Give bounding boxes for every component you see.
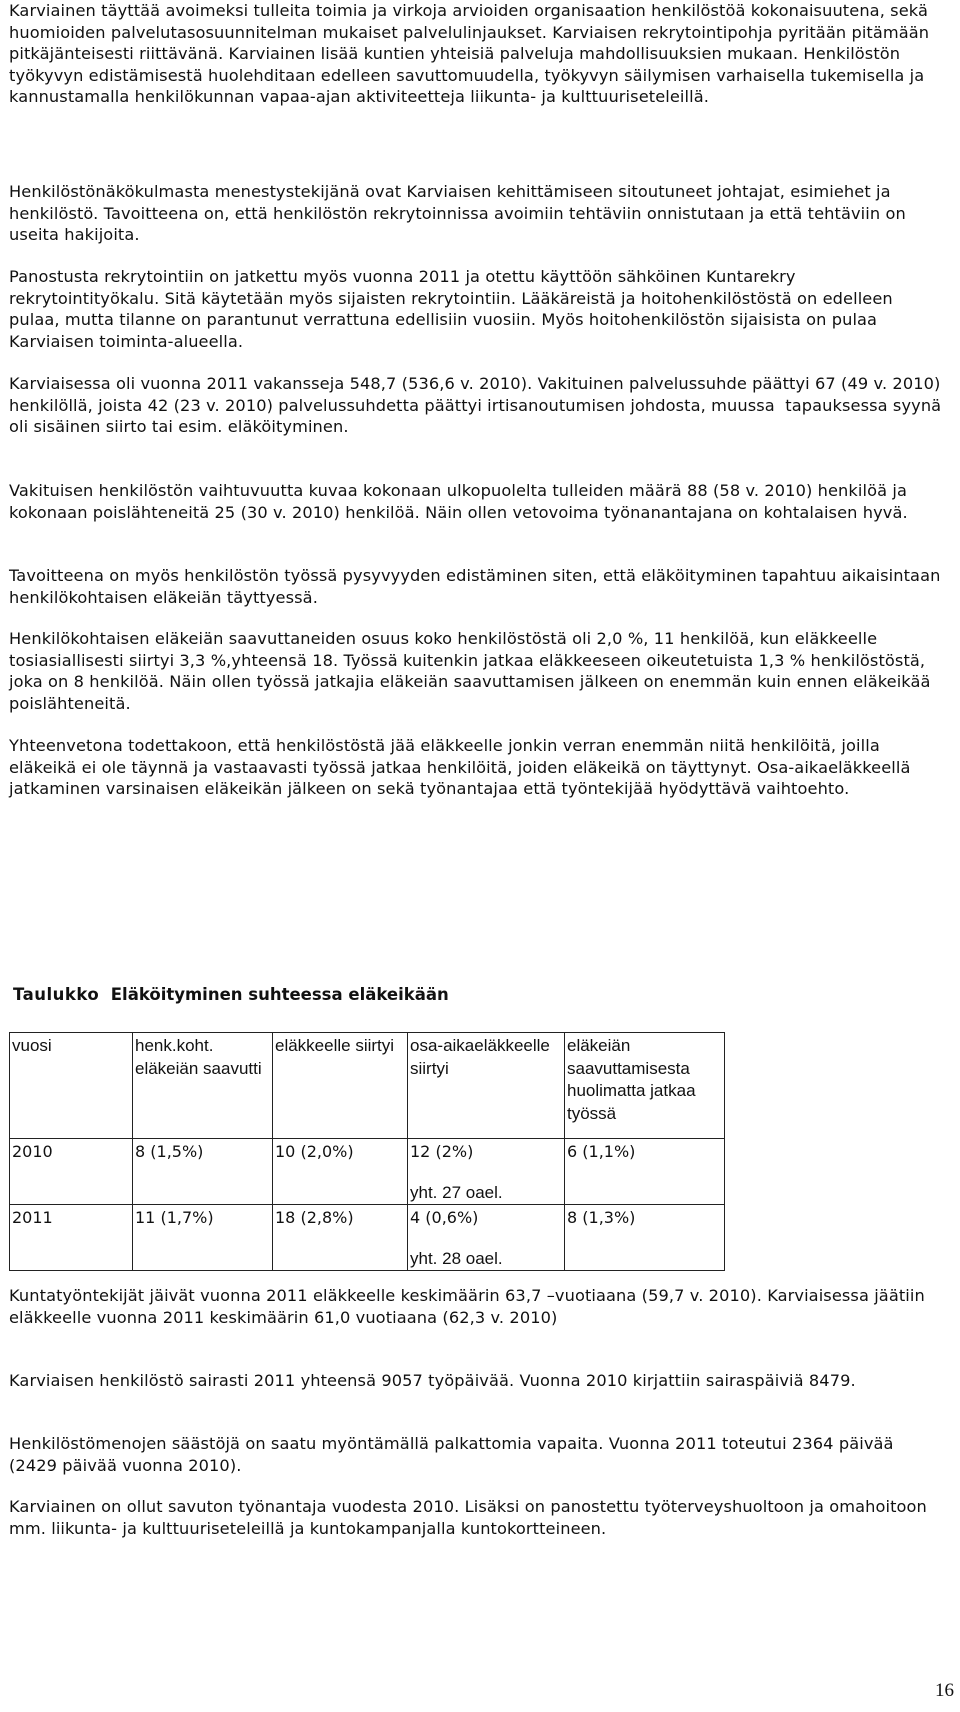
- paragraph-retirement-age-share: Henkilökohtaisen eläkeiän saavuttaneiden osuus koko henkilöstöstä oli 2,0 %, 11 henkilöä, kun eläkkeelle tosiasiallisesti siirtyi 3,3 %,yhteensä 18. Työssä kuitenkin jatkaa eläkkeeseen oikeutetuista 1,3 % henkilöstöstä, joka on 8 henkilöä. Näin ollen työssä jatkajia eläkeiän saavuttamisen jälkeen on enemmän kuin ennen eläkeikää poislähteneitä.: [9, 629, 936, 713]
- table-caption-title: Eläköityminen suhteessa eläkeikään: [110, 985, 449, 1004]
- cell-reached-age: 8 (1,5%): [133, 1139, 273, 1205]
- cell-part-time-total: yht. 27 oael.: [410, 1183, 503, 1202]
- cell-retired: 10 (2,0%): [273, 1139, 408, 1205]
- paragraph-turnover: Vakituisen henkilöstön vaihtuvuutta kuvaa kokonaan ulkopuolelta tulleiden määrä 88 (58 v. 2010) henkilöä ja kokonaan poislähteneitä 25 (30 v. 2010) henkilöä. Näin ollen vetovoima työnanantajana on kohtalaisen hyvä.: [9, 481, 913, 522]
- paragraph-sick-days: Karviaisen henkilöstö sairasti 2011 yhteensä 9057 työpäivää. Vuonna 2010 kirjattiin sairaspäiviä 8479.: [9, 1371, 856, 1390]
- retirement-table: [9, 1032, 725, 1271]
- header-retired: eläkkeelle siirtyi: [273, 1033, 408, 1139]
- header-continues: eläkeiän saavuttamisesta huolimatta jatkaa työssä: [565, 1033, 725, 1139]
- cell-part-time: [408, 1139, 565, 1205]
- paragraph-personnel-perspective: Henkilöstönäkökulmasta menestystekijänä ovat Karviaisen kehittämiseen sitoutuneet johtajat, esimiehet ja henkilöstö. Tavoitteena on, että henkilöstön rekrytoinnissa avoimiin tehtäviin onnistutaan ja että tehtäviin on useita hakijoita.: [9, 182, 912, 245]
- paragraph-smoke-free: Karviainen on ollut savuton työnantaja vuodesta 2010. Lisäksi on panostettu työterveyshuoltoon ja omahoitoon mm. liikunta- ja kulttuuriseteleillä ja kuntokampanjalla kuntokortteineen.: [9, 1497, 933, 1538]
- header-part-time: osa-aikaeläkkeelle siirtyi: [408, 1033, 565, 1139]
- cell-part-time-value: 4 (0,6%): [410, 1208, 479, 1227]
- paragraph-recruitment: Karviainen täyttää avoimeksi tulleita toimia ja virkoja arvioiden organisaation henkilöstöä kokonaisuutena, sekä huomioiden palvelutasosuunnitelman mukaiset palvelulinjaukset. Karviaisen rekrytointipohja pyritään pitämään pitkäjänteisesti riittävänä. Karviainen lisää kuntien yhteisiä palveluja mahdollisuuksien mukaan. Henkilöstön työkyvyn edistämisestä huolehditaan edelleen savuttomuudella, työkyvyn säilymisen varhaisella tukemisella ja kannustamalla henkilökunnan vapaa-ajan aktiviteetteja liikunta- ja kulttuuriseteleillä.: [9, 1, 935, 107]
- cell-retired: 18 (2,8%): [273, 1205, 408, 1271]
- cell-year: 2010: [10, 1139, 133, 1205]
- paragraph-summary: Yhteenvetona todettakoon, että henkilöstöstä jää eläkkeelle jonkin verran enemmän niitä henkilöitä, joilla eläkeikä ei ole täynnä ja vastaavasti työssä jatkaa henkilöitä, joiden eläkeikä on täyttynyt. Osa-aikaeläkkeellä jatkaminen varsinaisen eläkeikän jälkeen on sekä työnantajaa että työntekijää hyödyttävä vaihtoehto.: [9, 736, 916, 799]
- paragraph-kuntarekry: Panostusta rekrytointiin on jatkettu myös vuonna 2011 ja otettu käyttöön sähköinen Kuntarekry rekrytointityökalu. Sitä käytetään myös sijaisten rekrytointiin. Lääkäreistä ja hoitohenkilöstöstä on edelleen pulaa, mutta tilanne on parantunut verrattuna edellisiin vuosiin. Myös hoitohenkilöstön sijaisista on pulaa Karviaisen toiminta-alueella.: [9, 267, 899, 351]
- cell-year: 2011: [10, 1205, 133, 1271]
- table-caption-label: Taulukko: [13, 985, 100, 1004]
- page-number: 16: [935, 1680, 954, 1701]
- paragraph-retirement-average-age: Kuntatyöntekijät jäivät vuonna 2011 eläkkeelle keskimäärin 63,7 –vuotiaana (59,7 v. 2010). Karviaisessa jäätiin eläkkeelle vuonna 2011 keskimäärin 61,0 vuotiaana (62,3 v. 2010): [9, 1286, 931, 1327]
- cell-continues: 6 (1,1%): [565, 1139, 725, 1205]
- table-row: [10, 1205, 725, 1271]
- paragraph-vacancies: Karviaisessa oli vuonna 2011 vakansseja 548,7 (536,6 v. 2010). Vakituinen palvelussuhde päättyi 67 (49 v. 2010) henkilöllä, joista 42 (23 v. 2010) palvelussuhdetta päättyi irtisanoutumisen johdosta, muussa tapauksessa syynä oli sisäinen siirto tai esim. eläköityminen.: [9, 374, 947, 437]
- cell-part-time-value: 12 (2%): [410, 1142, 474, 1161]
- cell-part-time-total: yht. 28 oael.: [410, 1249, 503, 1268]
- table-row: [10, 1139, 725, 1205]
- paragraph-retention-goal: Tavoitteena on myös henkilöstön työssä pysyvyyden edistäminen siten, että eläköityminen tapahtuu aikaisintaan henkilökohtaisen eläkeiän täyttyessä.: [9, 566, 946, 607]
- cell-part-time: [408, 1205, 565, 1271]
- cell-continues: 8 (1,3%): [565, 1205, 725, 1271]
- table-header-row: [10, 1033, 725, 1139]
- header-year: vuosi: [10, 1033, 133, 1139]
- cell-reached-age: 11 (1,7%): [133, 1205, 273, 1271]
- header-reached-age: henk.koht. eläkeiän saavutti: [133, 1033, 273, 1139]
- table-caption: [13, 985, 449, 1004]
- paragraph-unpaid-leave: Henkilöstömenojen säästöjä on saatu myöntämällä palkattomia vapaita. Vuonna 2011 toteutui 2364 päivää (2429 päivää vuonna 2010).: [9, 1434, 899, 1475]
